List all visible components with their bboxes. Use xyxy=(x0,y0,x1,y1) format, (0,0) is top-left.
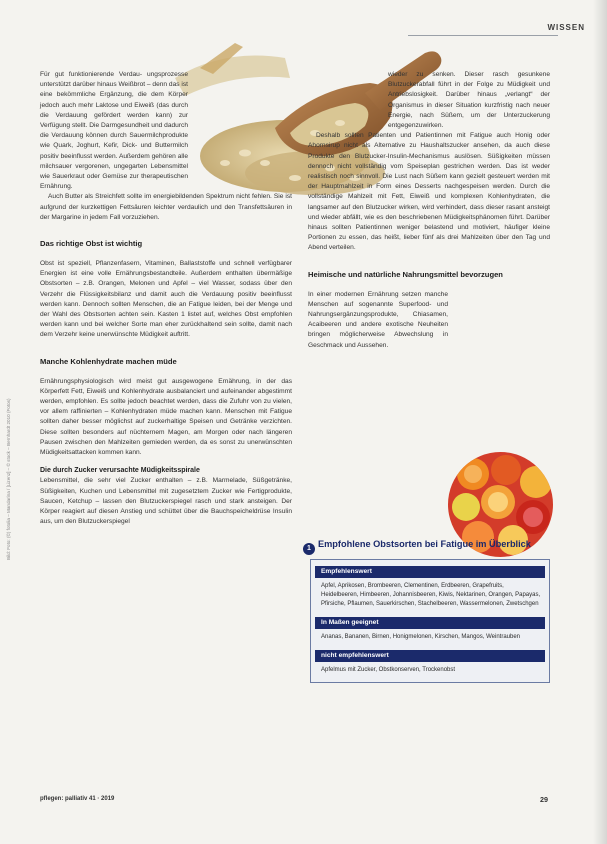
intro-paragraph: Für gut funktionierende Verdau- ungsprozesse unterstützt darüber hinaus Weißbrot – denn das ist eine bekömmliche Ergänzung, die dem Körper jedoch auch mehr Laktose und Eiweiß (das durch die Verdauung gefördert werden kann) zur Verfügung stellt. Die Darmgesundheit und dadurch die Verdauung können durch Sauermilchprodukte wie Quark, Joghurt, Kefir, Dick- und Buttermilch positiv beeinflusst werden. Außerdem gehören alle milchsauer vergorenen, ungegarten Lebensmittel wie Sauerkraut oder Gemüse zur therapeutischen Ernährung. xyxy=(40,71,188,191)
category-not-recommended: nicht empfehlenswert xyxy=(315,650,545,662)
kohlenhydrate-paragraph: Ernährungsphysiologisch wird meist gut ausgewogene Ernährung, in der das Körperfett Fett, Eiweiß und Kohlenhydrate ausbalanciert und aufeinander abgestimmt werden, empfohlen. Es sollte jedoch beachtet werden, dass die Zufuhr von zu vielen, vor allem raffinierten – Kohlenhydraten müde machen kann. Menschen mit Fatigue sollten daher besser möglichst auf zuckerhaltige Speisen und Getränke verzichten. Diese sollten besonders auf nüchternem Magen, am Morgen oder nach längeren Pausen zwischen den Mahlzeiten gemieden werden, da es sonst zu unerwünschten Müdigkeitsattacken kommen kann. xyxy=(40,377,292,457)
blutzucker-paragraph: wieder zu senken. Dieser rasch gesunkene Blutzuckerabfall führt in der Folge zu Müdigkeit und Antriebslosigkeit. Darüber hinaus „verlangt“ der Organismus in dieser Situation kurzfristig nach neuer Energie, nach Süßem, um der Unterzuckerung entgegenzuwirken. xyxy=(388,71,550,130)
box-body xyxy=(310,559,550,683)
column-left xyxy=(40,70,292,527)
category-moderate: In Maßen geeignet xyxy=(315,617,545,629)
page-edge-shadow xyxy=(593,0,607,844)
not-recommended-fruits: Apfelmus mit Zucker, Obstkonserven, Trockenobst xyxy=(321,667,456,674)
header-rule xyxy=(408,35,558,36)
section-tag: WISSEN xyxy=(547,23,585,32)
obst-paragraph: Obst ist speziell, Pflanzenfasern, Vitaminen, Ballaststoffe und schnell verfügbarer Energien ist eine volle Ernährungsbestandteile. Außerdem enthalten übermäßige Obstsorten – z.B. Orangen, Melonen und Apfel – viel Wasser, sodass über den Verzehr die Flüssigkeitsbilanz und damit auch die Verdauung positiv beeinflusst werden kann. Dennoch sollten Menschen, die an Fatigue leiden, bei der Menge und der Wahl des Obstsorten achten sein. Kasten 1 listet auf, welches Obst empfohlen werden kann und bei welcher Sorte man eher zurückhaltend sein sollte, damit nach dem Verzehr keine unerwünschte Müdigkeit auftritt. xyxy=(40,260,292,339)
column-right xyxy=(308,70,550,351)
photo-credit: Bild: Foto: (©) fotolia – Mandarina / [Lizenz] – © stock – Bernhardt 2010 (Fotos) xyxy=(6,398,11,560)
recommended-fruits: Apfel, Aprikosen, Brombeeren, Clementinen, Erdbeeren, Grapefruits, Heidelbeeren, Himbeeren, Johannisbeeren, Kiwis, Nektarinen, Orangen, Papayas, Pfirsiche, Pflaumen, Sauerkirschen, Stachelbeeren, Wassermelonen, Zwetschgen xyxy=(321,582,541,607)
page-number: 29 xyxy=(540,795,548,804)
zucker-paragraph: Lebensmittel, die sehr viel Zucker enthalten – z.B. Marmelade, Süßgetränke, Süßigkeiten, Kuchen und Lebensmittel mit zugesetztem Zucker wie Fertigprodukte, Saucen, Ketchup – lassen den Blutzuckerspiegel rasch und stark ansteigen. Der Körper reagiert auf diesen Anstieg und schüttet über die Bauchspeicheldrüse Insulin aus, um den Blutzuckerspiegel xyxy=(40,477,292,526)
box-title: Empfohlene Obstsorten bei Fatigue im Überblick xyxy=(318,539,531,549)
superfood-paragraph: In einer modernen Ernährung setzen manche Menschen auf sogenannte Superfood- und Nahrungsergänzungsprodukte, Chiasamen, Acaibeeren und andere exotische Neuheiten bringen möglicherweise Abwechslung in Geschmack und Aussehen. xyxy=(308,290,448,349)
heading-obst: Das richtige Obst ist wichtig xyxy=(40,239,143,249)
heading-kohlenhydrate: Manche Kohlenhydrate machen müde xyxy=(40,356,177,366)
heading-zucker: Die durch Zucker verursachte Müdigkeitsspirale xyxy=(40,467,200,475)
honig-paragraph: Deshalb sollten Patienten und Patientinnen mit Fatigue auch Honig oder Ahornsirup nicht als Alternative zu Haushaltszucker ansehen, da auch diese Produkte den Blutzucker-Insulin-Mechanismus auslösen. Süßigkeiten müssen dennoch nicht vollständig vom Speiseplan gestrichen werden. Das ist weder realistisch noch sinnvoll. Die Lust nach Süßem kann gezielt gesteuert werden mit der Hauptmahlzeit in Form eines Desserts nachgespeisen werden. Durch die vollständige Mahlzeit mit Fett, Eiweiß und komplexen Kohlenhydraten, die langsamer auf den Blutzucker wirken, wird verhindert, dass dieser rasant ansteigt und wieder abfällt, wie es den beschriebenen Müdigkeitsphänomen führt. Darüber hinaus sollten Patientinnen weniger belastend und motiviert, häufiger kleine Portionen zu essen, das heißt, lieber fünf als drei Mahlzeiten über den Tag und Abend verteilen. xyxy=(308,132,550,252)
moderate-fruits: Ananas, Bananen, Birnen, Honigmelonen, Kirschen, Mangos, Weintrauben xyxy=(321,634,521,641)
footer-publication: pflegen: palliativ 41 · 2019 xyxy=(40,796,115,802)
box-number-marker: 1 xyxy=(303,543,315,555)
category-recommended: Empfehlenswert xyxy=(315,566,545,578)
butter-paragraph: Auch Butter als Streichfett sollte im energiebildenden Spektrum nicht fehlen. Sie ist aufgrund der kurzkettigen Fettsäuren leichter verdaulich und den Transfettsäuren in der Margarine in jedem Fall vorzuziehen. xyxy=(40,193,292,221)
fruit-overview-box xyxy=(307,530,550,683)
heading-heimisch: Heimische und natürliche Nahrungsmittel bevorzugen xyxy=(308,269,503,279)
